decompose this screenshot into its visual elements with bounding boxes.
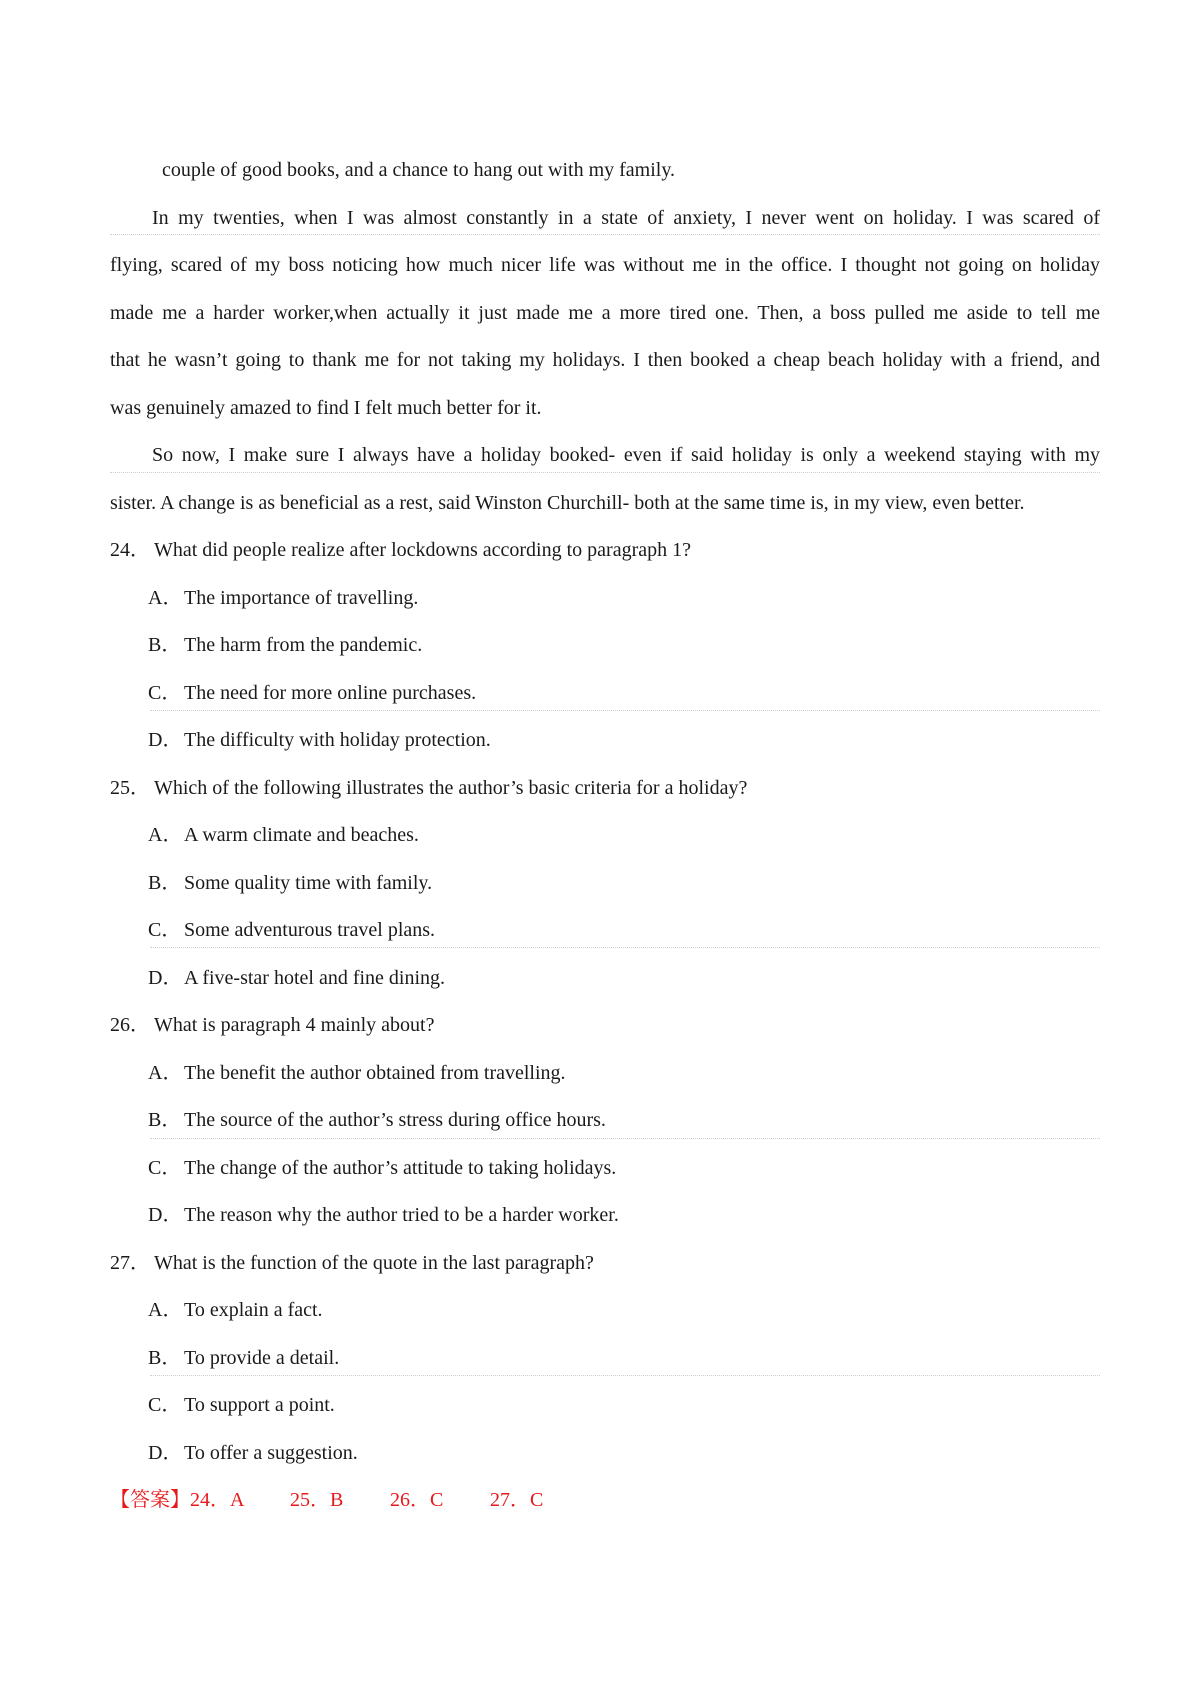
answer-item: 26．C — [390, 1489, 444, 1511]
answer-item: 25．B — [290, 1489, 344, 1511]
option — [148, 633, 422, 657]
question-stem — [110, 538, 691, 562]
question-text: What did people realize after lockdowns according to paragraph 1? — [154, 539, 691, 561]
question-text: What is the function of the quote in the last paragraph? — [154, 1252, 594, 1274]
question-number: 27． — [110, 1252, 150, 1274]
question-stem — [110, 1013, 434, 1037]
passage-line: was genuinely amazed to find I felt much better for it. — [110, 397, 542, 419]
option-text: The change of the author’s attitude to taking holidays. — [184, 1157, 617, 1179]
option-text: To support a point. — [184, 1394, 335, 1416]
dotted-divider — [110, 472, 1100, 473]
option-letter: D． — [148, 1204, 183, 1226]
passage-line: flying, scared of my boss noticing how much nicer life was without me in the office. I thought not going on holiday — [110, 254, 1100, 276]
dotted-divider — [150, 947, 1100, 948]
option-letter: A． — [148, 1062, 183, 1084]
option-letter: B． — [148, 872, 182, 894]
answer-item: 27．C — [490, 1489, 544, 1511]
option-letter: D． — [148, 729, 183, 751]
option — [148, 823, 419, 847]
option — [148, 918, 435, 942]
option-text: To explain a fact. — [184, 1299, 323, 1321]
dotted-divider — [150, 1375, 1100, 1376]
answer-key — [110, 1488, 543, 1512]
dotted-divider — [150, 1138, 1100, 1139]
option-text: A five-star hotel and fine dining. — [184, 967, 446, 989]
passage-line: couple of good books, and a chance to hang out with my family. — [162, 159, 676, 181]
option-letter: A． — [148, 587, 183, 609]
answer-item: 24．A — [190, 1489, 245, 1511]
option-text: The difficulty with holiday protection. — [184, 729, 491, 751]
option-text: A warm climate and beaches. — [184, 824, 419, 846]
option-text: The harm from the pandemic. — [184, 634, 423, 656]
passage-line: made me a harder worker,when actually it just made me a more tired one. Then, a boss pulled me aside to tell me — [110, 302, 1100, 324]
option-letter: A． — [148, 824, 183, 846]
option-letter: D． — [148, 967, 183, 989]
option — [148, 1156, 616, 1180]
option-letter: B． — [148, 1347, 182, 1369]
option — [148, 1393, 335, 1417]
option — [148, 871, 432, 895]
question-number: 25． — [110, 777, 150, 799]
passage-line: So now, I make sure I always have a holiday booked- even if said holiday is only a weekend staying with my — [152, 444, 1100, 466]
option — [148, 1108, 606, 1132]
option — [148, 681, 476, 705]
option-letter: C． — [148, 1157, 182, 1179]
option — [148, 586, 418, 610]
option-letter: B． — [148, 1109, 182, 1131]
option — [148, 1346, 339, 1370]
option-letter: D． — [148, 1442, 183, 1464]
answer-label: 【答案】 — [110, 1489, 190, 1511]
question-number: 26． — [110, 1014, 150, 1036]
question-text: Which of the following illustrates the author’s basic criteria for a holiday? — [154, 777, 748, 799]
option-text: The source of the author’s stress during office hours. — [184, 1109, 606, 1131]
option — [148, 1061, 566, 1085]
passage-line: In my twenties, when I was almost constantly in a state of anxiety, I never went on holiday. I was scared of — [152, 207, 1100, 229]
option-text: Some quality time with family. — [184, 872, 433, 894]
question-stem — [110, 776, 747, 800]
option-text: The reason why the author tried to be a harder worker. — [184, 1204, 619, 1226]
passage-line: sister. A change is as beneficial as a rest, said Winston Churchill- both at the same time is, in my view, even better. — [110, 492, 1025, 514]
option-text: To offer a suggestion. — [184, 1442, 358, 1464]
option-text: The need for more online purchases. — [184, 682, 477, 704]
option-letter: C． — [148, 682, 182, 704]
option — [148, 1203, 619, 1227]
question-stem — [110, 1251, 594, 1275]
option — [148, 966, 445, 990]
option-letter: B． — [148, 634, 182, 656]
option-text: The benefit the author obtained from travelling. — [184, 1062, 566, 1084]
option-text: Some adventurous travel plans. — [184, 919, 436, 941]
option-letter: C． — [148, 1394, 182, 1416]
option — [148, 728, 491, 752]
option-letter: A． — [148, 1299, 183, 1321]
option — [148, 1441, 358, 1465]
option-text: The importance of travelling. — [184, 587, 419, 609]
question-text: What is paragraph 4 mainly about? — [154, 1014, 435, 1036]
dotted-divider — [150, 710, 1100, 711]
dotted-divider — [110, 234, 1100, 235]
passage-line: that he wasn’t going to thank me for not taking my holidays. I then booked a cheap beach holiday with a friend, and — [110, 349, 1100, 371]
question-number: 24． — [110, 539, 150, 561]
option-text: To provide a detail. — [184, 1347, 340, 1369]
option — [148, 1298, 323, 1322]
option-letter: C． — [148, 919, 182, 941]
